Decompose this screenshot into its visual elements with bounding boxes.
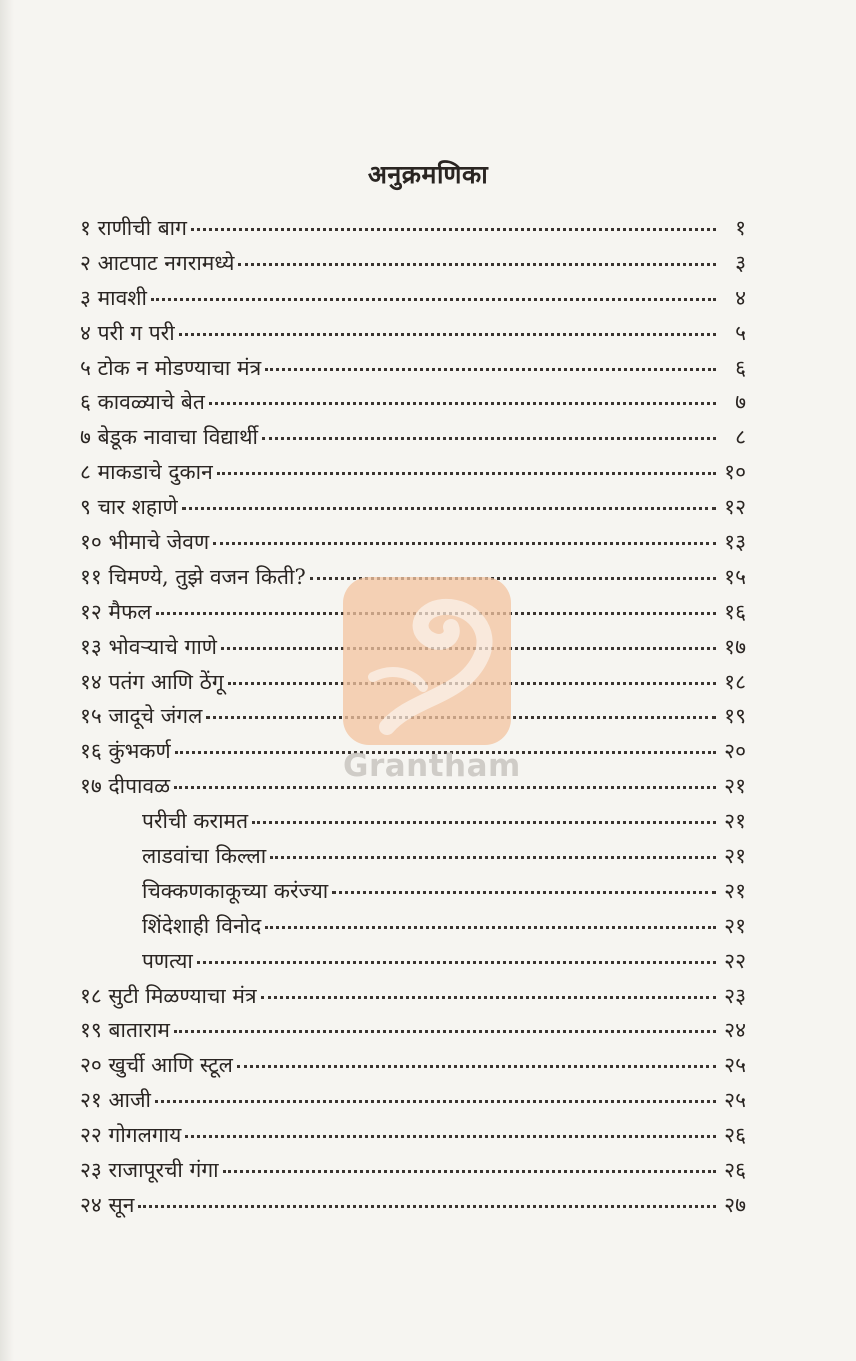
toc-entry-title: २४ सून [80,1192,135,1217]
toc-page-number: २६ [724,1123,746,1148]
toc-page-number: १० [724,460,746,485]
dot-leader [155,1100,716,1103]
toc-entry [80,319,746,354]
toc-entry-title: ७ बेडूक नावाचा विद्यार्थी [80,425,258,450]
toc-entry-title: परीची करामत [142,809,249,834]
toc-entry-title: १२ मैफल [80,599,152,624]
toc-entry [80,423,746,458]
toc-entry-title: १४ पतंग आणि ठेंगू [80,669,224,694]
toc-entry-title: ५ टोक न मोडण्याचा मंत्र [80,355,262,380]
toc-page-number: २६ [724,1158,746,1183]
toc-entry-title: १३ भोवऱ्याचे गाणे [80,634,217,659]
toc-page-number: ६ [735,355,746,380]
page-title: अनुक्रमणिका [367,159,489,189]
toc-page-number: २१ [724,913,746,938]
dot-leader [237,1065,716,1068]
grantham-logo-icon [343,577,511,745]
toc-page-number: २७ [724,1192,746,1217]
dot-leader [174,786,716,789]
toc-page-number: १८ [724,669,746,694]
toc-entry [80,528,746,563]
toc-page-number: २५ [724,1053,746,1078]
toc-page-number: ८ [735,425,746,450]
toc-entry-title: २३ राजापूरची गंगा [80,1158,219,1183]
toc-entry-title: ६ कावळ्याचे बेत [80,390,205,415]
toc-page-number: ७ [735,390,746,415]
toc-entry [80,249,746,284]
toc-page-number: २३ [724,983,746,1008]
dot-leader [182,507,716,510]
toc-entry-title: १५ जादूचे जंगल [80,704,203,729]
toc-subentry [80,947,746,982]
toc-entry [80,1121,746,1156]
toc-entry [80,982,746,1017]
dot-leader [252,821,716,824]
dot-leader [238,263,716,266]
toc-entry-title: १६ कुंभकर्ण [80,739,171,764]
toc-entry [80,1086,746,1121]
toc-entry-title: १ राणीची बाग [80,216,187,240]
toc-page-number: १६ [724,599,746,624]
toc-entry [80,388,746,423]
toc-entry-title: ११ चिमण्ये, तुझे वजन किती? [80,564,306,589]
toc-entry [80,1051,746,1086]
toc-page-number: २० [724,739,746,764]
dot-leader [265,368,716,371]
watermark-text: Grantham [343,748,521,784]
toc-entry-title: २१ आजी [80,1088,151,1113]
dot-leader [179,333,716,336]
toc-page-number: २१ [724,774,746,799]
toc-entry-title: २० खुर्ची आणि स्टूल [80,1053,233,1078]
toc-entry [80,1016,746,1051]
toc-entry [80,1156,746,1191]
dot-leader [217,472,716,475]
dot-leader [270,856,716,859]
toc-entry-title: लाडवांचा किल्ला [142,844,267,869]
toc-subentry [80,807,746,842]
toc-page-number: २५ [724,1088,746,1113]
dot-leader [261,996,716,999]
toc-entry-title: ४ परी ग परी [80,320,175,345]
dot-leader [151,298,716,301]
toc-subentry [80,877,746,912]
toc-entry-title: ३ मावशी [80,285,147,310]
toc-entry-title: १८ सुटी मिळण्याचा मंत्र [80,983,257,1008]
dot-leader [197,961,716,964]
toc-entry-title: १७ दीपावळ [80,774,171,799]
page-edge-shadow [0,0,14,1361]
toc-subentry [80,842,746,877]
dot-leader [265,926,716,929]
toc-entry-title: चिक्कणकाकूच्या करंज्या [142,878,329,903]
toc-entry [80,1191,746,1226]
toc-entry-title: ९ चार शहाणे [80,495,178,520]
toc-page-number: १२ [724,495,746,520]
dot-leader [185,1135,716,1138]
toc-entry-title: १९ बाताराम [80,1018,170,1043]
dot-leader [223,1170,716,1173]
toc-page-number: १५ [724,564,746,589]
dot-leader [209,402,716,405]
toc-entry [80,214,746,249]
toc-page-number: २१ [724,809,746,834]
toc-entry-title: २ आटपाट नगरामध्ये [80,250,235,275]
toc-entry-title: ८ माकडाचे दुकान [80,460,213,485]
dot-leader [262,437,716,440]
dot-leader [174,1030,716,1033]
toc-page-number: २४ [724,1018,746,1043]
toc-entry [80,493,746,528]
toc-page-number: ४ [735,285,746,310]
toc-page-number: १९ [724,704,746,729]
toc-page-number: २१ [724,878,746,903]
toc-page-number: २२ [724,948,746,973]
toc-entry-title: १० भीमाचे जेवण [80,530,210,555]
dot-leader [213,542,716,545]
toc-entry [80,354,746,389]
toc-page-number: ३ [735,250,746,275]
toc-entry-title: २२ गोगलगाय [80,1123,182,1148]
toc-entry-title: शिंदेशाही विनोद [142,913,262,938]
dot-leader [138,1205,716,1208]
toc-subentry [80,912,746,947]
toc-page-number: १७ [724,634,746,659]
toc-page-number: १ [735,216,746,240]
toc-page-number: १३ [724,530,746,555]
dot-leader [191,228,716,231]
toc-entry [80,284,746,319]
toc-page-number: २१ [724,844,746,869]
dot-leader [332,891,716,894]
toc-entry-title: पणत्या [142,948,193,973]
toc-entry [80,458,746,493]
toc-page-number: ५ [735,320,746,345]
